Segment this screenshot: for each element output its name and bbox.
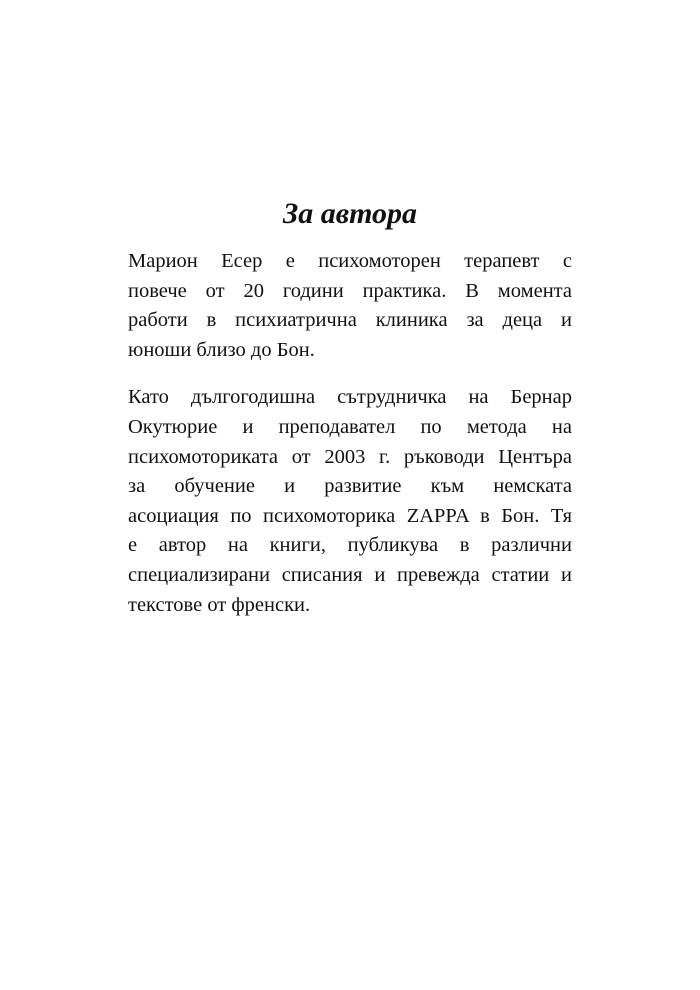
text-line: асоциация по психомоторика ZAPPA в Бон. Тя xyxy=(128,504,572,527)
text-line: Окутюрие и преподавател по метода на xyxy=(128,415,572,438)
author-bio xyxy=(128,247,572,620)
text-line: повече от 20 години практика. В момента xyxy=(128,279,572,302)
bio-paragraph-2 xyxy=(128,383,572,620)
text-line: психомоториката от 2003 г. ръководи Центъра xyxy=(128,445,572,468)
text-line: Марион Есер е психомоторен терапевт с xyxy=(128,250,572,272)
text-line: за обучение и развитие към немската xyxy=(128,475,572,498)
text-line: работи в психиатрична клиника за деца и xyxy=(128,309,572,332)
text-line: специализирани списания и превежда статии и xyxy=(128,563,572,586)
page-title: За автора xyxy=(282,197,418,230)
text-line: Като дългогодишна сътрудничка на Бернар xyxy=(128,386,572,409)
text-line: е автор на книги, публикува в различни xyxy=(128,534,572,557)
bio-paragraph-1 xyxy=(128,247,572,365)
text-line: текстове от френски. xyxy=(128,593,311,616)
text-line: юноши близо до Бон. xyxy=(128,338,315,361)
